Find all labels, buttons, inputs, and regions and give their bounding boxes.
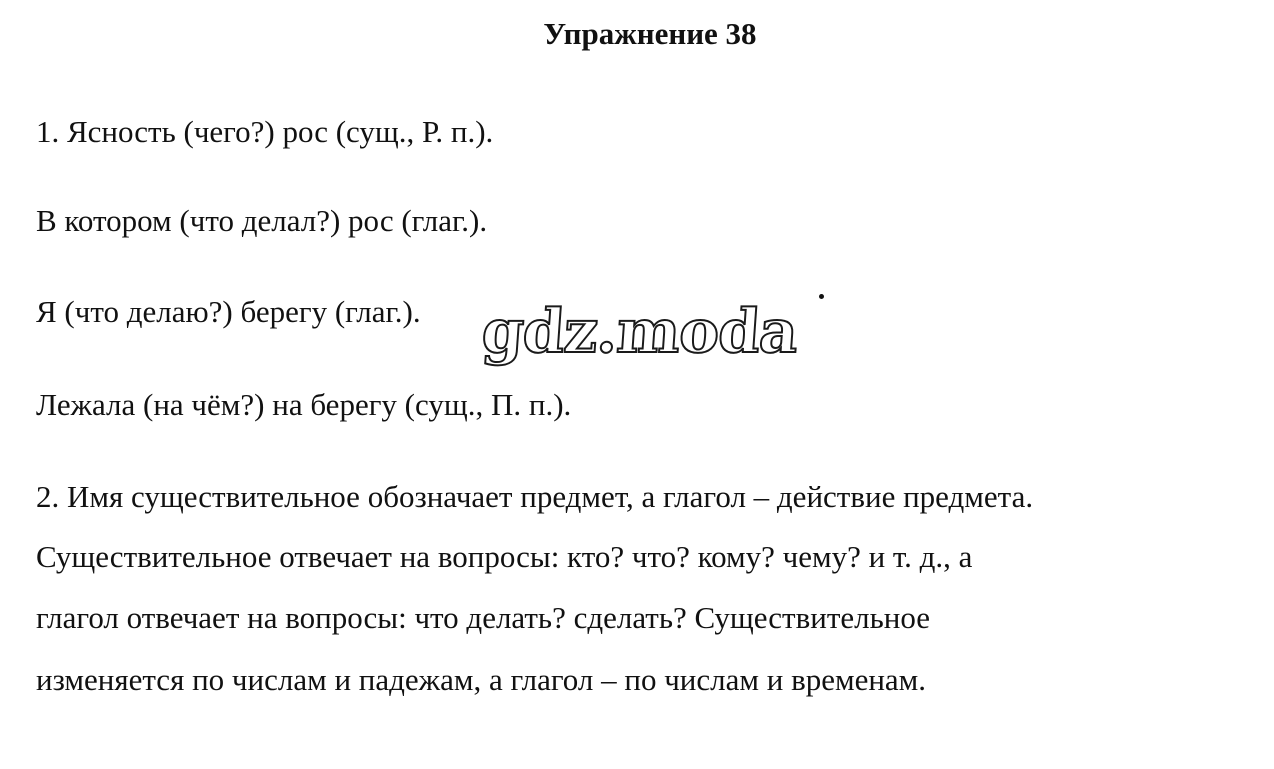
answer-line-3: Я (что делаю?) берегу (глаг.).	[36, 294, 421, 329]
watermark-logo: gdz.moda	[479, 297, 800, 367]
exercise-title: Упражнение 38	[543, 16, 757, 51]
answer-line-1: 1. Ясность (чего?) рос (сущ., Р. п.).	[36, 114, 494, 149]
answer-paragraph-line-4: изменяется по числам и падежам, а глагол – по числам и временам.	[36, 662, 927, 697]
answer-paragraph-line-3: глагол отвечает на вопросы: что делать? сделать? Существительное	[36, 600, 930, 635]
answer-paragraph-line-1: 2. Имя существительное обозначает предмет, а глагол – действие предмета.	[36, 479, 1034, 514]
answer-line-4: Лежала (на чём?) на берегу (сущ., П. п.).	[36, 387, 572, 422]
answer-line-2: В котором (что делал?) рос (глаг.).	[36, 203, 488, 238]
watermark-dot	[819, 294, 824, 299]
answer-paragraph-line-2: Существительное отвечает на вопросы: кто? что? кому? чему? и т. д., а	[36, 539, 973, 574]
